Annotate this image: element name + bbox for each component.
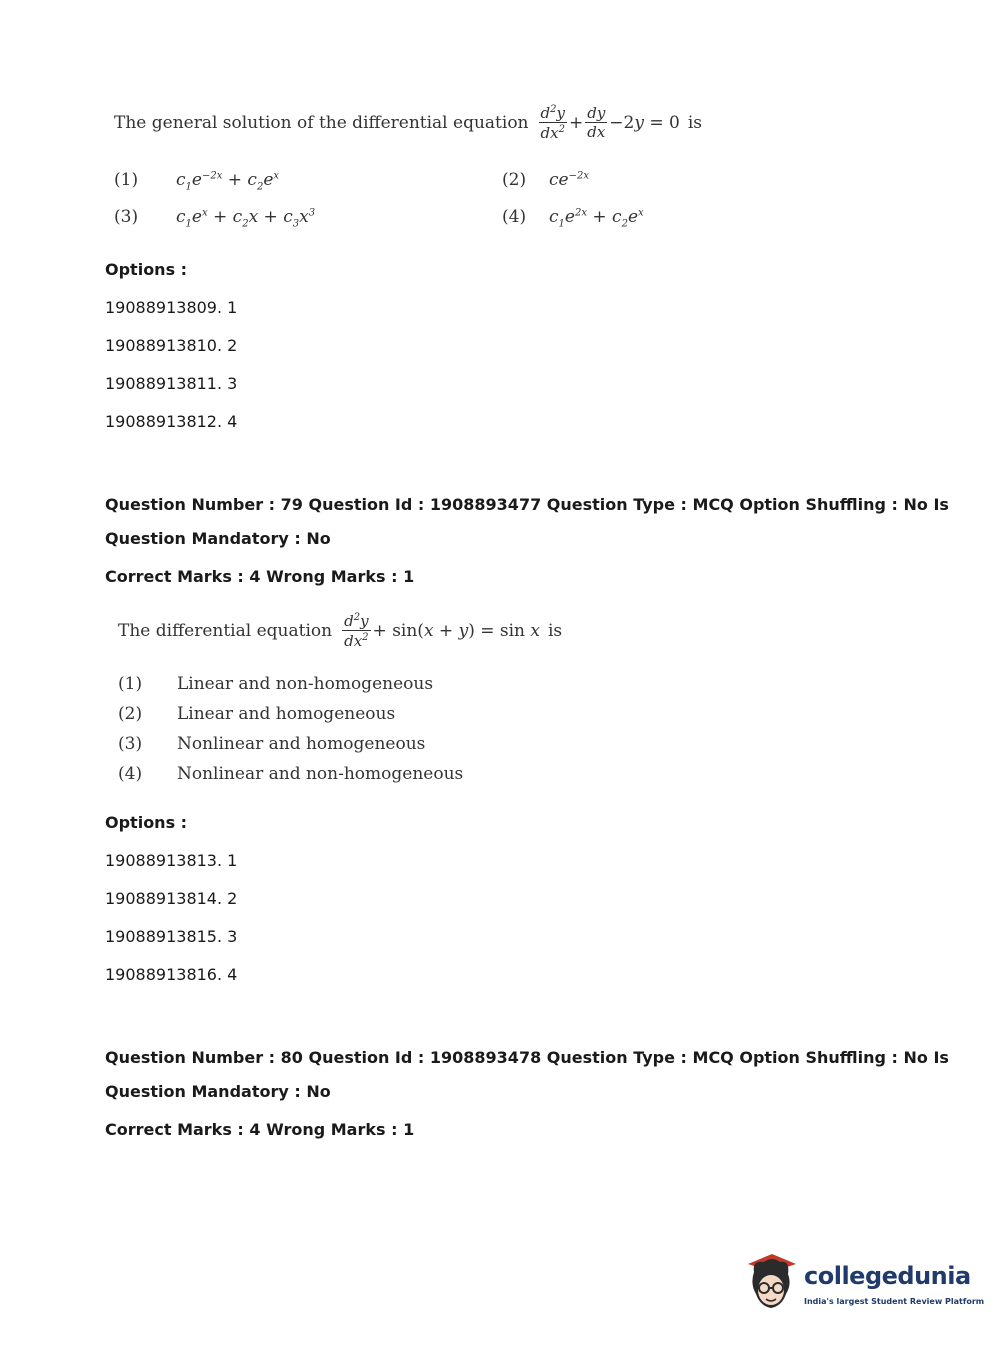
choice-text: Nonlinear and non-homogeneous <box>177 764 464 784</box>
q78-choice-4 <box>502 207 644 230</box>
choice-number: (2) <box>118 704 143 724</box>
choice-number: (1) <box>118 674 143 694</box>
q78-option-2: 19088913810. 2 <box>105 336 238 355</box>
q78-options-heading: Options : <box>105 260 188 279</box>
choice-number: (3) <box>118 734 143 754</box>
q79-header-line2: Question Mandatory : No <box>105 529 331 548</box>
q80-header-line1: Question Number : 80 Question Id : 1908893478 Question Type : MCQ Option Shuffling : No Is <box>105 1048 949 1067</box>
q78-stem <box>114 96 702 150</box>
q79-option-2: 19088913814. 2 <box>105 889 238 908</box>
q79-option-3: 19088913815. 3 <box>105 927 238 946</box>
q79-header-line1: Question Number : 79 Question Id : 1908893477 Question Type : MCQ Option Shuffling : No Is <box>105 495 949 514</box>
choice-math: $ce^{-2x}$ <box>549 170 589 190</box>
q80-header-line2: Question Mandatory : No <box>105 1082 331 1101</box>
choice-math: $c_1e^{-2x} + c_2e^x$ <box>176 170 280 193</box>
mascot-icon <box>742 1250 800 1316</box>
q79-option-4: 19088913816. 4 <box>105 965 238 984</box>
q79-stem <box>118 606 562 656</box>
choice-number: (1) <box>114 170 139 190</box>
q79-choice-1 <box>118 674 434 694</box>
q78-stem-before: The general solution of the differential equation <box>114 113 529 133</box>
collegedunia-logo <box>742 1250 985 1320</box>
choice-math: $c_1e^{2x} + c_2e^x$ <box>549 207 644 230</box>
q79-choice-3 <box>118 734 426 754</box>
q79-stem-before: The differential equation <box>118 621 333 641</box>
q78-choice-3 <box>114 207 316 230</box>
q78-equation: $\frac{d^2y}{dx^2}$ + $\frac{dy}{dx}$ −2y = 0 <box>540 104 680 142</box>
choice-number: (2) <box>502 170 527 190</box>
choice-text: Linear and non-homogeneous <box>177 674 434 694</box>
q78-option-4: 19088913812. 4 <box>105 412 238 431</box>
q78-option-1: 19088913809. 1 <box>105 298 238 317</box>
choice-text: Linear and homogeneous <box>177 704 396 724</box>
choice-number: (4) <box>118 764 143 784</box>
q79-equation: $\frac{d^2y}{dx^2}$ + sin(x + y) = sin x <box>344 612 540 650</box>
q78-choice-2 <box>502 170 589 192</box>
logo-tagline: India's largest Student Review Platform <box>804 1297 985 1306</box>
q79-option-1: 19088913813. 1 <box>105 851 238 870</box>
q79-choice-4 <box>118 764 464 784</box>
choice-number: (3) <box>114 207 139 227</box>
choice-text: Nonlinear and homogeneous <box>177 734 426 754</box>
q79-choice-2 <box>118 704 396 724</box>
q79-options-heading: Options : <box>105 813 188 832</box>
q79-marks: Correct Marks : 4 Wrong Marks : 1 <box>105 567 415 586</box>
choice-math: $c_1e^x + c_2x + c_3x^3$ <box>176 207 316 230</box>
q79-stem-after: is <box>548 621 563 641</box>
q78-stem-after: is <box>687 113 703 133</box>
q78-option-3: 19088913811. 3 <box>105 374 238 393</box>
logo-name: collegedunia <box>804 1262 971 1290</box>
choice-number: (4) <box>502 207 527 227</box>
q78-choice-1 <box>114 170 280 193</box>
q80-marks: Correct Marks : 4 Wrong Marks : 1 <box>105 1120 415 1139</box>
